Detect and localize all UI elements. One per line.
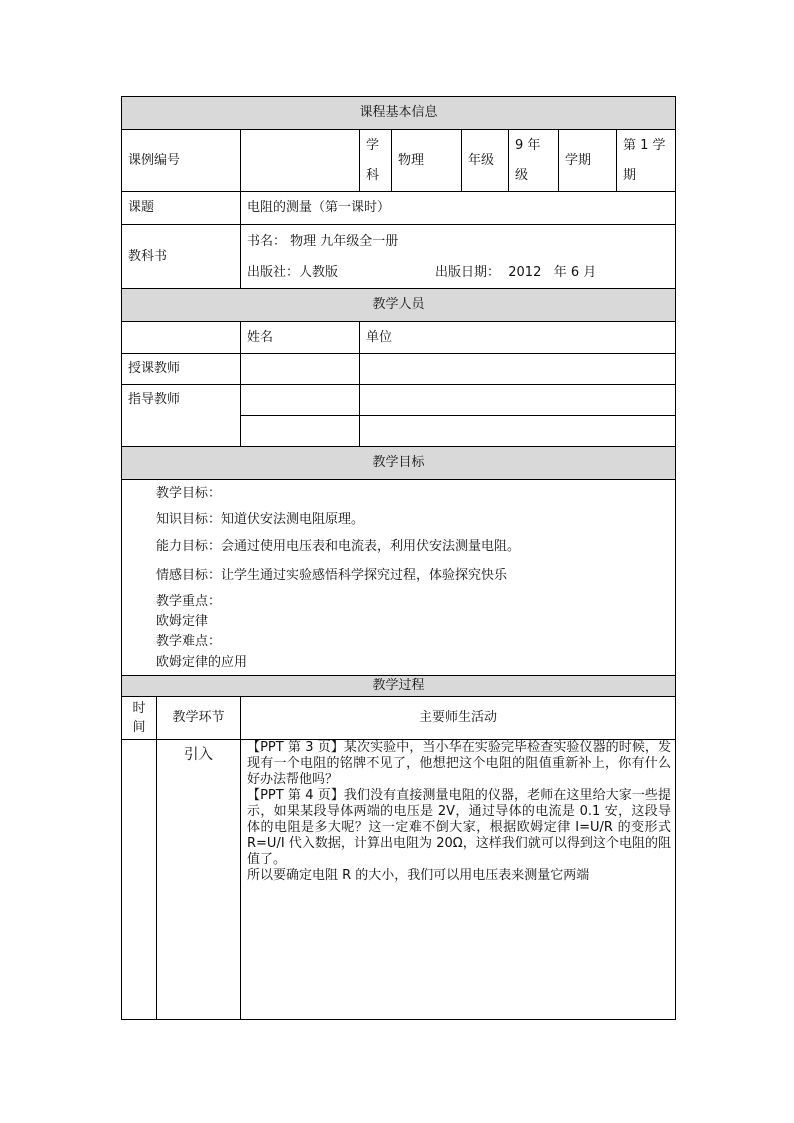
term-label: 学期 — [559, 130, 617, 192]
goals-line-8: 欧姆定律的应用 — [156, 655, 248, 670]
process-activity-cell — [241, 740, 676, 1020]
grade-value-line2: 级 — [515, 167, 529, 183]
staff-header-blank — [122, 322, 241, 354]
goals-line-6: 欧姆定律 — [156, 614, 209, 629]
goals-line-5: 教学重点： — [156, 594, 222, 609]
mentor-label: 指导教师 — [122, 385, 241, 447]
mentor-unit-2 — [360, 416, 676, 447]
goals-line-3: 能力目标：会通过使用电压表和电流表，利用伏安法测量电阻。 — [156, 539, 521, 554]
staff-col-unit: 单位 — [360, 322, 676, 354]
mentor-name-2 — [241, 416, 360, 447]
mentor-unit-1 — [360, 385, 676, 416]
textbook-label: 教科书 — [122, 225, 241, 289]
goals-line-4: 情感目标：让学生通过实验感悟科学探究过程，体验探究快乐 — [156, 568, 508, 583]
topic-value: 电阻的测量（第一课时） — [241, 192, 676, 225]
lesson-plan-table — [121, 96, 676, 1020]
process-col-time-line1: 时 — [132, 701, 146, 716]
topic-label: 课题 — [122, 192, 241, 225]
subject-label-line2: 科 — [366, 167, 380, 183]
section-header-basic-info: 课程基本信息 — [122, 97, 676, 130]
grade-label: 年级 — [462, 130, 509, 192]
teacher-unit — [360, 354, 676, 385]
process-step-intro: 引入 — [157, 740, 241, 1020]
term-value-line2: 期 — [623, 167, 637, 183]
grade-value — [509, 130, 559, 192]
term-value-line1: 第 1 学 — [623, 137, 666, 153]
publisher: 出版社：人教版 — [247, 264, 339, 280]
process-col-time — [122, 697, 157, 740]
case-no-label: 课例编号 — [122, 130, 241, 192]
activity-paragraph-3: 所以要确定电阻 R 的大小，我们可以用电压表来测量它两端 — [247, 868, 590, 883]
teacher-name — [241, 354, 360, 385]
process-col-activity: 主要师生活动 — [241, 697, 676, 740]
staff-col-name: 姓名 — [241, 322, 360, 354]
grade-value-line1: 9 年 — [515, 137, 541, 153]
process-col-time-line2: 间 — [132, 720, 146, 735]
activity-paragraph-2: 【PPT 第 4 页】我们没有直接测量电阻的仪器，老师在这里给大家一些提示，如果某段导体两端的电压是 2V，通过导体的电流是 0.1 安，这段导体的电阻是多大呢？这一定难不倒大家，根据欧姆定律 I=U/R 的变形式 R=U/I 代入数据，计算出电阻为 20Ω，这样我们就可以得到这个电阻的阻值了。 — [247, 788, 672, 867]
process-col-step: 教学环节 — [157, 697, 241, 740]
process-time-cell — [122, 740, 157, 1020]
term-value — [617, 130, 676, 192]
subject-label — [360, 130, 392, 192]
case-no-value — [241, 130, 360, 192]
textbook-info — [241, 225, 676, 289]
activity-paragraph-1: 【PPT 第 3 页】某次实验中，当小华在实验完毕检查实验仪器的时候，发现有一个电阻的铭牌不见了，他想把这个电阻的阻值重新补上，你有什么好办法帮他吗？ — [247, 740, 672, 787]
book-name: 书名： 物理 九年级全一册 — [247, 233, 399, 249]
publication-date: 出版日期： 2012 年 6 月 — [435, 264, 597, 280]
goals-line-7: 教学难点： — [156, 634, 222, 649]
subject-label-line1: 学 — [366, 137, 380, 153]
mentor-name-1 — [241, 385, 360, 416]
teacher-label: 授课教师 — [122, 354, 241, 385]
goals-line-1: 教学目标： — [156, 486, 222, 501]
subject-value: 物理 — [392, 130, 462, 192]
goals-line-2: 知识目标：知道伏安法测电阻原理。 — [156, 512, 365, 527]
lesson-plan-page — [121, 96, 675, 1020]
goals-content — [122, 480, 676, 676]
section-header-process: 教学过程 — [122, 676, 676, 697]
section-header-staff: 教学人员 — [122, 289, 676, 322]
section-header-goals: 教学目标 — [122, 447, 676, 480]
